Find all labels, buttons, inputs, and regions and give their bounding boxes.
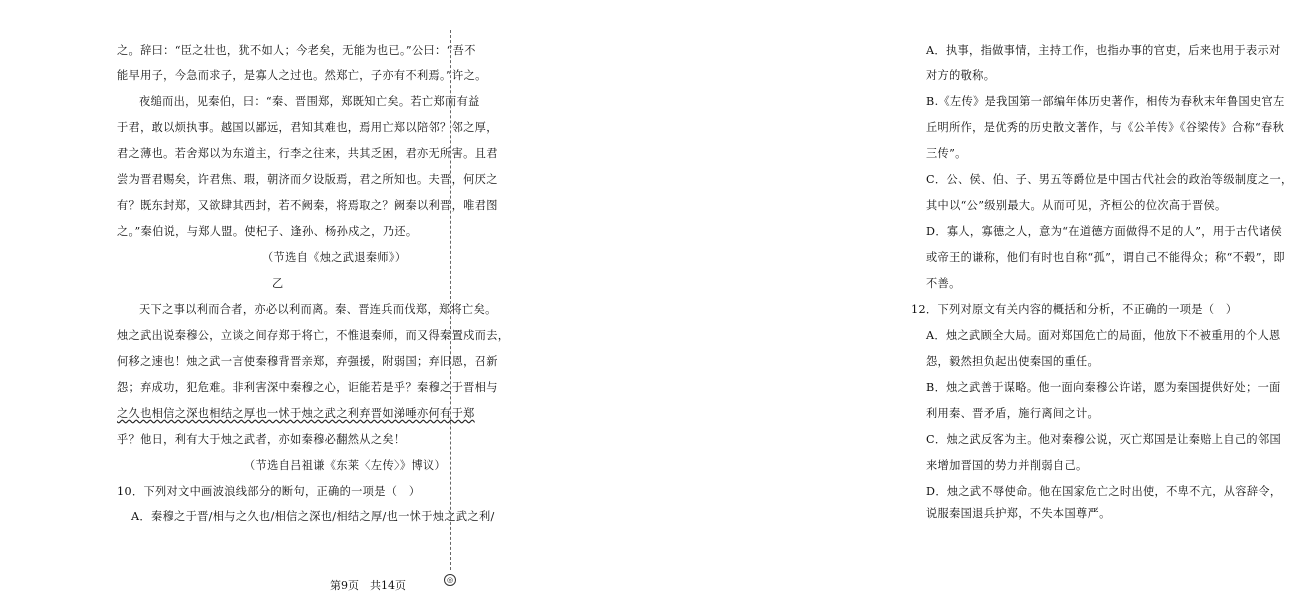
section-heading-yi: 乙 [272,277,284,290]
option-line: 三传”。 [926,147,967,160]
option-line: C．烛之武反客为主。他对秦穆公说，灭亡郑国是让秦赔上自己的邻国 [926,433,1282,446]
right-page [451,0,1293,607]
text-line: 之。”秦伯说，与郑人盟。使杞子、逢孙、杨孙戍之，乃还。 [117,225,418,238]
option-line: A．执事，指做事情，主持工作，也指办事的官吏，后来也用于表示对 [926,44,1281,57]
text-line: 何移之速也！烛之武一言使秦穆背晋亲郑，弃强援，附弱国；弃旧恩，召新 [117,355,498,368]
option-line: D．烛之武不辱使命。他在国家危亡之时出使，不卑不亢，从容辞令， [926,485,1282,498]
text-line: 怨；弃成功，犯危难。非利害深中秦穆之心，讵能若是乎？秦穆之于晋相与 [117,381,498,394]
option-line: D．寡人，寡德之人，意为“在道德方面做得不足的人”，用于古代诸侯 [926,225,1283,238]
option-line: 利用秦、晋矛盾，施行离间之计。 [926,407,1100,420]
option-line: 不善。 [926,277,961,290]
text-line: 尝为晋君赐矣，许君焦、瑕，朝济而夕设版焉，君之所知也。夫晋，何厌之 [117,173,498,186]
option-a[interactable]: A．秦穆之于晋/相与之久也/相信之深也/相结之厚/也一怵于烛之武之利/ [131,510,495,523]
left-footer [0,0,451,607]
option-line: 怨，毅然担负起出使秦国的重任。 [926,355,1100,368]
wavy-underlined-line: 之久也相信之深也相结之厚也一怵于烛之武之利弃晋如涕唾亦何有于郑 [117,407,475,420]
text-line: 之。辞曰：“臣之壮也，犹不如人；今老矣，无能为也已。”公曰：“吾不 [117,44,476,57]
option-line: 说服秦国退兵护郑，不失本国尊严。 [926,507,1111,520]
question-12: 12．下列对原文有关内容的概括和分析，不正确的一项是（ ） [911,303,1238,316]
option-line: 其中以“公”级别最大。从而可见，齐桓公的位次高于晋侯。 [926,199,1227,212]
page-number: 第9页 共14页 [330,579,406,592]
option-line: 丘明所作，是优秀的历史散文著作，与《公羊传》《谷梁传》合称“春秋 [926,121,1285,134]
question-10: 10．下列对文中画波浪线部分的断句，正确的一项是（ ） [117,485,421,498]
option-line: C．公、侯、伯、子、男五等爵位是中国古代社会的政治等级制度之一， [926,173,1293,186]
option-line: 来增加晋国的势力并削弱自己。 [926,459,1088,472]
option-line: 或帝王的谦称，他们有时也自称“孤”，谓自己不能得众；称“不毂”，即 [926,251,1285,264]
text-line: 烛之武出说秦穆公，立谈之间存郑于将亡，不惟退秦师，而又得秦置戍而去， [117,329,510,342]
option-line: B.《左传》是我国第一部编年体历史著作，相传为春秋末年鲁国史官左 [926,95,1285,108]
text-line: 于君，敢以烦执事。越国以鄙远，君知其难也，焉用亡郑以陪邻？邻之厚， [117,121,498,134]
text-line: 乎？他日，利有大于烛之武者，亦如秦穆必翻然从之矣！ [117,433,406,446]
source-citation: （节选自《烛之武退秦师》） [262,251,407,264]
text-line: 能早用子，今急而求子，是寡人之过也。然郑亡，子亦有不利焉。”许之。 [117,69,487,82]
text-line: 有？既东封郑，又欲肆其西封，若不阙秦，将焉取之？阙秦以利晋，唯君图 [117,199,498,212]
text-line: 夜缒而出，见秦伯，曰：“秦、晋围郑，郑既知亡矣。若亡郑而有益 [139,95,480,108]
text-line: 君之薄也。若舍郑以为东道主，行李之往来，共其乏困，君亦无所害。且君 [117,147,498,160]
option-line: 对方的敬称。 [926,69,996,82]
center-mark: ◎ [444,574,456,586]
option-line: A．烛之武顾全大局。面对郑国危亡的局面，他放下不被重用的个人恩 [926,329,1281,342]
option-line: B．烛之武善于谋略。他一面向秦穆公许诺，愿为秦国提供好处；一面 [926,381,1281,394]
source-citation: （节选自吕祖谦《东莱〈左传〉》博议） [244,459,447,472]
text-line: 天下之事以利而合者，亦必以利而离。秦、晋连兵而伐郑，郑将亡矣。 [139,303,497,316]
